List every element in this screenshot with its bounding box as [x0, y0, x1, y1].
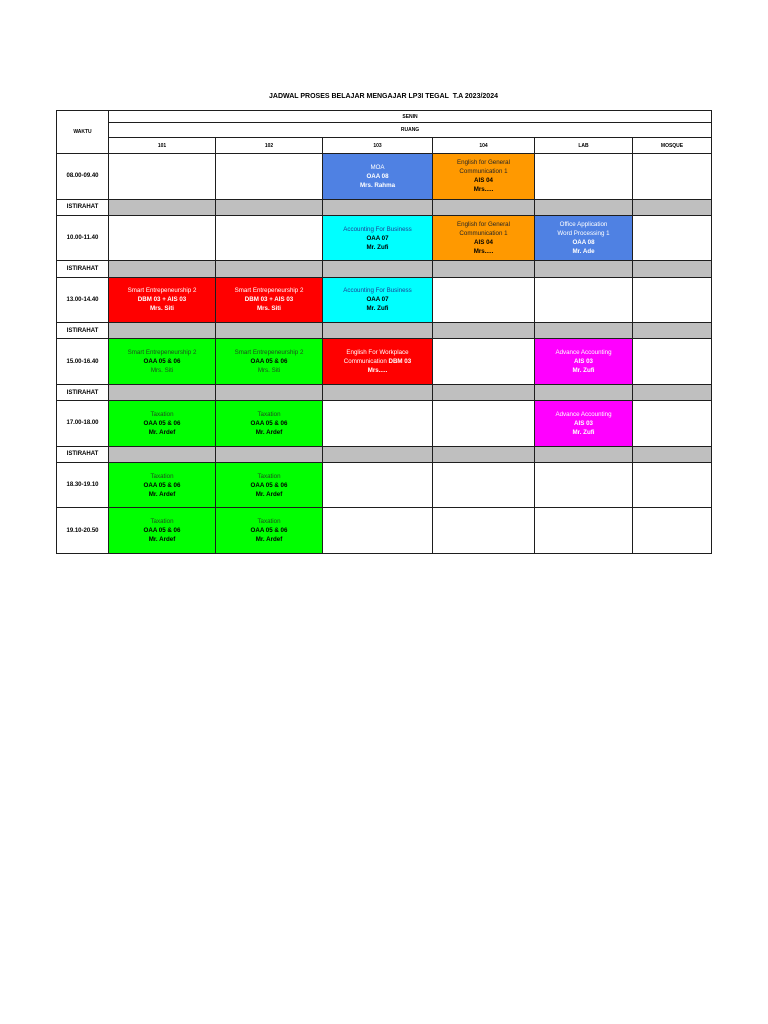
break-cell	[433, 199, 535, 215]
break-cell	[633, 261, 712, 277]
header-row-rooms	[57, 138, 712, 154]
entry-line	[323, 366, 432, 375]
entry-line	[433, 247, 534, 256]
empty-cell	[433, 339, 535, 385]
entry-detail: OAA 07	[366, 296, 389, 304]
header-row-ruang	[57, 123, 712, 138]
empty-cell	[535, 154, 633, 200]
entry-text: Accounting For Business	[343, 287, 412, 295]
time-slot-row	[57, 401, 712, 447]
entry-line	[433, 185, 534, 194]
class-block	[323, 277, 433, 323]
time-slot-row	[57, 277, 712, 323]
entry-detail: Mr. Ardef	[148, 490, 176, 498]
entry-detail: Mrs.....	[367, 367, 388, 375]
entry-text: English for General	[457, 221, 510, 229]
entry-line	[535, 229, 632, 238]
entry-line	[323, 304, 432, 313]
entry-line	[535, 428, 632, 437]
entry-line	[109, 366, 215, 375]
room-header-102: 102	[216, 138, 323, 154]
time-label: 19.10-20.50	[57, 508, 109, 554]
break-cell	[109, 323, 216, 339]
room-header-lab: LAB	[535, 138, 633, 154]
entry-text: Communication 1	[459, 168, 508, 176]
break-cell	[323, 446, 433, 462]
empty-cell	[633, 215, 712, 261]
entry-line	[216, 517, 322, 526]
class-block	[535, 215, 633, 261]
entry-text: Taxation	[257, 410, 281, 418]
empty-cell	[433, 508, 535, 554]
entry-text: MOA	[370, 163, 385, 171]
schedule-table	[56, 110, 712, 554]
entry-detail: OAA 05 & 06	[250, 419, 288, 427]
entry-line	[433, 158, 534, 167]
class-block	[216, 277, 323, 323]
class-block	[323, 339, 433, 385]
entry-detail: OAA 05 & 06	[143, 481, 181, 489]
entry-detail: DBM 03 + AIS 03	[137, 296, 187, 304]
entry-line	[323, 225, 432, 234]
break-cell	[433, 261, 535, 277]
entry-detail: Mr. Ardef	[148, 536, 176, 544]
entry-text: English for General	[457, 159, 510, 167]
break-cell	[633, 384, 712, 400]
entry-text: Accounting For Business	[343, 225, 412, 233]
empty-cell	[109, 154, 216, 200]
entry-detail: OAA 05 & 06	[250, 481, 288, 489]
entry-text: Mrs. Siti	[257, 367, 281, 375]
empty-cell	[216, 154, 323, 200]
entry-text: Taxation	[150, 472, 174, 480]
entry-line	[216, 304, 322, 313]
entry-line	[216, 490, 322, 499]
class-block	[109, 508, 216, 554]
entry-detail: OAA 05 & 06	[250, 358, 288, 366]
entry-line	[216, 481, 322, 490]
break-cell	[535, 384, 633, 400]
time-label: 13.00-14.40	[57, 277, 109, 323]
entry-line	[216, 419, 322, 428]
entry-line	[323, 357, 432, 366]
entry-line	[323, 295, 432, 304]
entry-text: Advance Accounting	[555, 349, 612, 357]
entry-line	[216, 348, 322, 357]
schedule-title: JADWAL PROSES BELAJAR MENGAJAR LP3I TEGAL T.A 2023/2024	[269, 93, 498, 100]
break-cell	[109, 446, 216, 462]
time-label: 17.00-18.00	[57, 401, 109, 447]
class-block	[109, 277, 216, 323]
time-label: 15.00-16.40	[57, 339, 109, 385]
entry-text: Communication 1	[459, 230, 508, 238]
entry-detail: AIS 04	[474, 239, 493, 247]
break-row	[57, 261, 712, 277]
header-row-day	[57, 111, 712, 123]
entry-text: English For Workplace	[346, 349, 409, 357]
entry-line	[535, 348, 632, 357]
entry-line	[109, 304, 215, 313]
entry-line	[323, 163, 432, 172]
break-cell	[216, 446, 323, 462]
entry-text: Smart Entrepeneurship 2	[127, 287, 197, 295]
entry-detail: Mr. Ardef	[148, 428, 176, 436]
empty-cell	[633, 462, 712, 508]
entry-line	[216, 357, 322, 366]
entry-detail: Mr. Zufi	[366, 305, 389, 313]
entry-detail: Mrs. Siti	[149, 305, 175, 313]
entry-detail: Mr. Zufi	[572, 367, 595, 375]
entry-text: Communication	[343, 358, 389, 366]
entry-line	[109, 481, 215, 490]
entry-detail: Mr. Ardef	[255, 490, 283, 498]
class-block	[216, 508, 323, 554]
break-cell	[633, 446, 712, 462]
room-header-101: 101	[109, 138, 216, 154]
entry-line	[535, 410, 632, 419]
entry-detail: Mrs.....	[473, 248, 494, 256]
entry-line	[323, 243, 432, 252]
entry-text: Taxation	[257, 518, 281, 526]
break-cell	[535, 199, 633, 215]
entry-text: Taxation	[150, 410, 174, 418]
entry-detail: Mr. Zufi	[572, 428, 595, 436]
waktu-header: WAKTU	[57, 111, 109, 154]
entry-line	[535, 220, 632, 229]
entry-text: Mrs. Siti	[150, 367, 174, 375]
empty-cell	[433, 401, 535, 447]
class-block	[433, 154, 535, 200]
entry-detail: OAA 05 & 06	[143, 527, 181, 535]
time-slot-row	[57, 154, 712, 200]
class-block	[109, 339, 216, 385]
class-block	[535, 339, 633, 385]
entry-line	[109, 295, 215, 304]
break-cell	[109, 384, 216, 400]
entry-detail: Mr. Zufi	[366, 243, 389, 251]
entry-detail: OAA 08	[572, 239, 595, 247]
class-block	[535, 401, 633, 447]
class-block	[323, 215, 433, 261]
entry-line	[535, 357, 632, 366]
room-header-mosque: MOSQUE	[633, 138, 712, 154]
break-row	[57, 446, 712, 462]
entry-line	[109, 517, 215, 526]
entry-text: Office Application	[559, 221, 608, 229]
class-block	[109, 462, 216, 508]
break-cell	[323, 323, 433, 339]
entry-text: Taxation	[257, 472, 281, 480]
entry-line	[535, 366, 632, 375]
entry-line	[109, 286, 215, 295]
entry-line	[109, 410, 215, 419]
entry-text: Smart Entrepeneurship 2	[234, 287, 304, 295]
break-cell	[433, 323, 535, 339]
entry-text: Smart Entrepeneurship 2	[127, 349, 197, 357]
day-header: SENIN	[109, 111, 712, 123]
time-label: 18.30-19.10	[57, 462, 109, 508]
entry-line	[109, 348, 215, 357]
entry-detail: DBM 03 + AIS 03	[244, 296, 294, 304]
entry-detail: OAA 05 & 06	[143, 419, 181, 427]
break-label: ISTIRAHAT	[57, 384, 109, 400]
empty-cell	[535, 462, 633, 508]
time-label: 10.00-11.40	[57, 215, 109, 261]
class-block	[216, 339, 323, 385]
empty-cell	[633, 401, 712, 447]
time-label: 08.00-09.40	[57, 154, 109, 200]
entry-detail: Mrs. Rahma	[359, 181, 396, 189]
empty-cell	[433, 277, 535, 323]
break-label: ISTIRAHAT	[57, 199, 109, 215]
time-slot-row	[57, 339, 712, 385]
entry-detail: Mrs.....	[473, 186, 494, 194]
empty-cell	[323, 508, 433, 554]
entry-line	[109, 472, 215, 481]
break-label: ISTIRAHAT	[57, 261, 109, 277]
entry-detail: AIS 04	[474, 177, 493, 185]
entry-detail: OAA 05 & 06	[143, 358, 181, 366]
empty-cell	[323, 462, 433, 508]
entry-line	[109, 490, 215, 499]
break-cell	[109, 261, 216, 277]
entry-line	[323, 181, 432, 190]
entry-line	[109, 428, 215, 437]
room-header-103: 103	[323, 138, 433, 154]
entry-text: Word Processing 1	[557, 230, 610, 238]
break-label: ISTIRAHAT	[57, 323, 109, 339]
entry-detail: OAA 08	[366, 172, 389, 180]
break-cell	[216, 199, 323, 215]
entry-line	[433, 220, 534, 229]
entry-line	[109, 419, 215, 428]
break-cell	[535, 446, 633, 462]
break-cell	[433, 384, 535, 400]
break-cell	[323, 384, 433, 400]
entry-detail: Mr. Ardef	[255, 428, 283, 436]
entry-detail: Mr. Ardef	[255, 536, 283, 544]
break-row	[57, 323, 712, 339]
entry-detail: Mr. Ade	[572, 248, 595, 256]
break-row	[57, 199, 712, 215]
entry-line	[216, 472, 322, 481]
entry-text: Smart Entrepeneurship 2	[234, 349, 304, 357]
entry-line	[535, 238, 632, 247]
break-cell	[535, 261, 633, 277]
break-cell	[633, 199, 712, 215]
time-slot-row	[57, 215, 712, 261]
entry-line	[535, 247, 632, 256]
entry-line	[216, 286, 322, 295]
entry-detail: AIS 03	[574, 419, 593, 427]
empty-cell	[109, 215, 216, 261]
empty-cell	[323, 401, 433, 447]
entry-line	[216, 295, 322, 304]
entry-line	[323, 234, 432, 243]
empty-cell	[633, 154, 712, 200]
break-cell	[323, 261, 433, 277]
break-cell	[633, 323, 712, 339]
entry-text: Taxation	[150, 518, 174, 526]
entry-detail: Mrs. Siti	[256, 305, 282, 313]
break-cell	[535, 323, 633, 339]
entry-line	[433, 176, 534, 185]
break-label: ISTIRAHAT	[57, 446, 109, 462]
class-block	[323, 154, 433, 200]
entry-line	[433, 167, 534, 176]
empty-cell	[535, 508, 633, 554]
entry-detail: DBM 03	[388, 358, 412, 366]
empty-cell	[633, 277, 712, 323]
entry-line	[109, 535, 215, 544]
break-cell	[216, 384, 323, 400]
entry-line	[216, 366, 322, 375]
class-block	[109, 401, 216, 447]
entry-line	[433, 229, 534, 238]
entry-line	[323, 286, 432, 295]
class-block	[433, 215, 535, 261]
empty-cell	[216, 215, 323, 261]
break-cell	[433, 446, 535, 462]
entry-line	[216, 410, 322, 419]
entry-line	[109, 357, 215, 366]
entry-text: Advance Accounting	[555, 410, 612, 418]
schedule-header	[57, 111, 712, 154]
entry-line	[433, 238, 534, 247]
entry-line	[535, 419, 632, 428]
break-cell	[216, 261, 323, 277]
entry-detail: OAA 07	[366, 234, 389, 242]
empty-cell	[633, 339, 712, 385]
time-slot-row	[57, 462, 712, 508]
empty-cell	[535, 277, 633, 323]
entry-line	[216, 535, 322, 544]
class-block	[216, 462, 323, 508]
entry-line	[323, 172, 432, 181]
entry-detail: AIS 03	[574, 358, 593, 366]
break-row	[57, 384, 712, 400]
entry-line	[216, 526, 322, 535]
break-cell	[109, 199, 216, 215]
entry-line	[323, 348, 432, 357]
time-slot-row	[57, 508, 712, 554]
entry-line	[109, 526, 215, 535]
schedule-body	[57, 154, 712, 554]
break-cell	[216, 323, 323, 339]
entry-line	[216, 428, 322, 437]
ruang-header: RUANG	[109, 123, 712, 138]
empty-cell	[633, 508, 712, 554]
empty-cell	[433, 462, 535, 508]
class-block	[216, 401, 323, 447]
entry-detail: OAA 05 & 06	[250, 527, 288, 535]
room-header-104: 104	[433, 138, 535, 154]
break-cell	[323, 199, 433, 215]
